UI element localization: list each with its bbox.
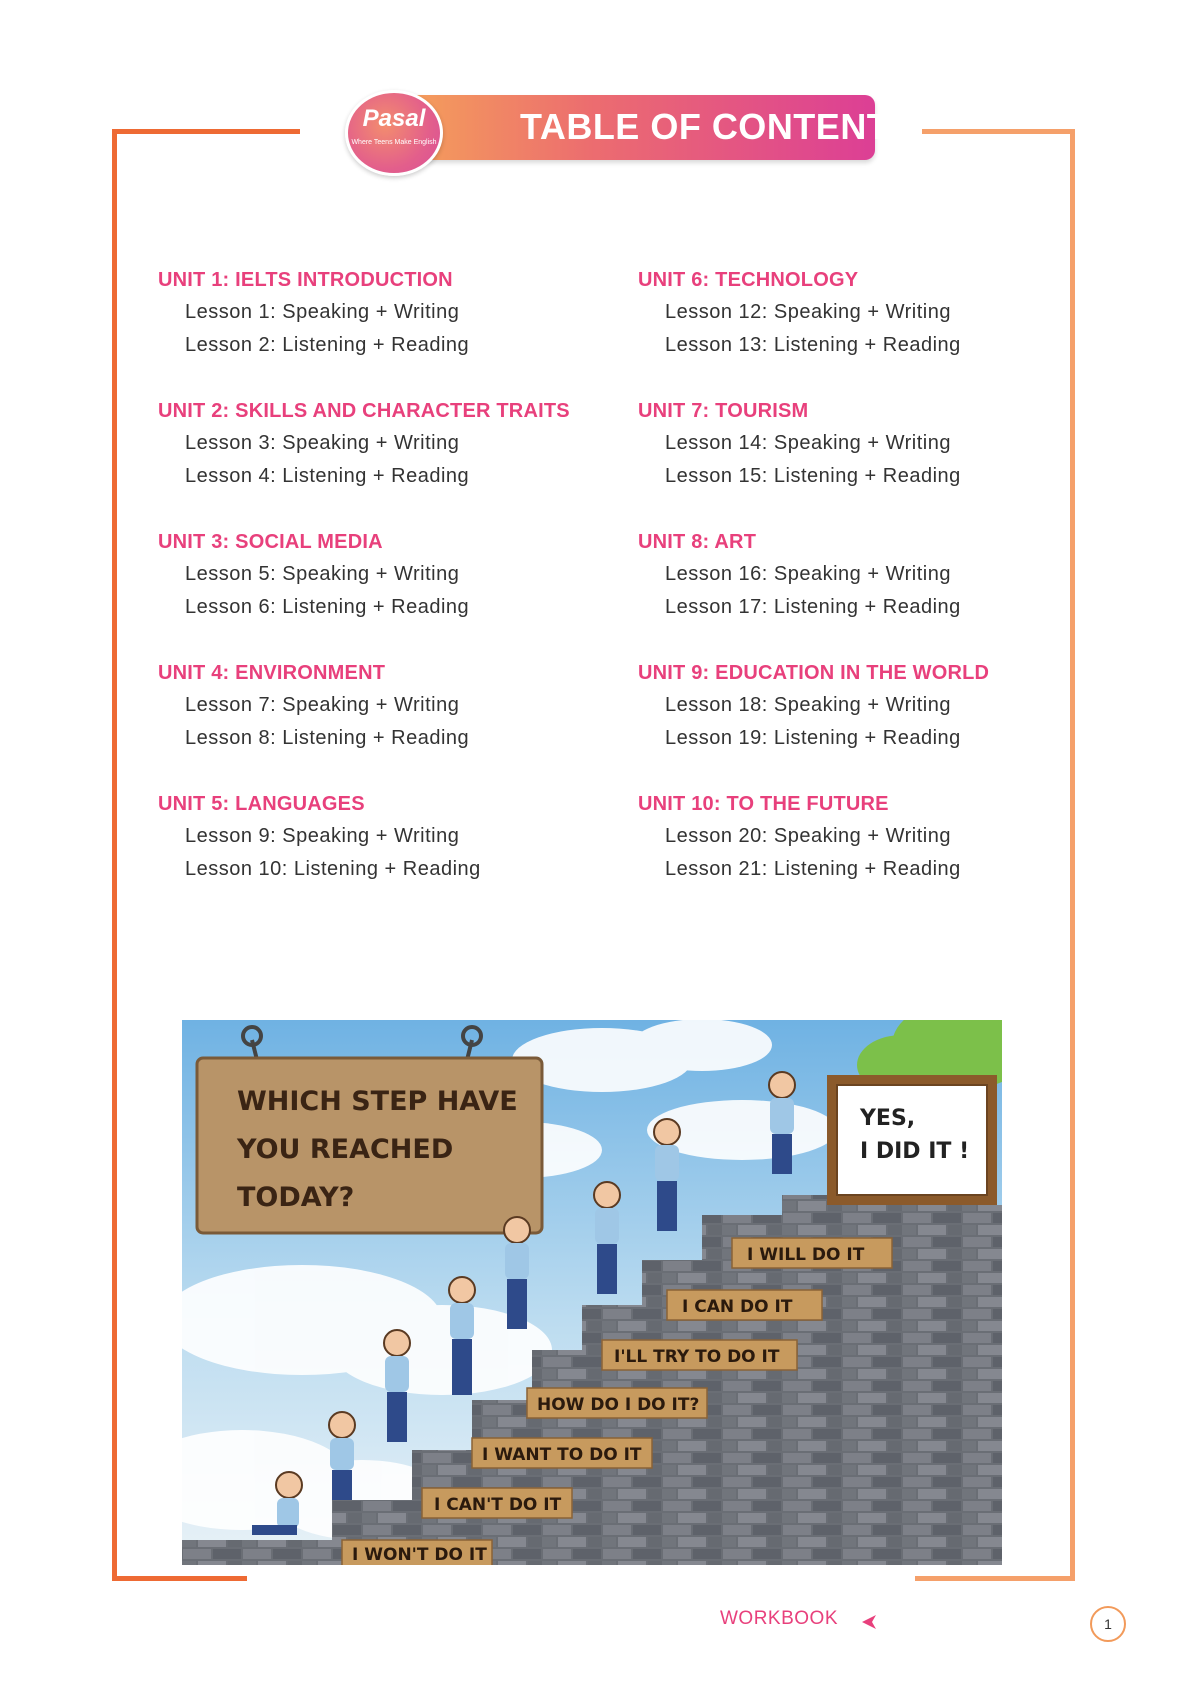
lesson-item[interactable]: Lesson 19: Listening + Reading (665, 727, 961, 749)
lesson-item[interactable]: Lesson 14: Speaking + Writing (665, 432, 951, 454)
goal-line: I DID IT ! (860, 1139, 970, 1164)
unit-title[interactable]: UNIT 6: TECHNOLOGY (638, 269, 859, 291)
kid-figure (594, 1182, 620, 1294)
header (345, 90, 914, 170)
step-plank (732, 1238, 892, 1268)
unit-entry (638, 527, 1098, 658)
frame-top-left (112, 129, 300, 134)
frame-left (112, 129, 117, 1581)
board-line: YOU REACHED (237, 1134, 454, 1165)
lesson-item[interactable]: Lesson 1: Speaking + Writing (185, 301, 460, 323)
lesson-item[interactable]: Lesson 15: Listening + Reading (665, 465, 961, 487)
board-line: WHICH STEP HAVE (237, 1086, 518, 1117)
unit-title[interactable]: UNIT 7: TOURISM (638, 400, 809, 422)
step-label: I WILL DO IT (747, 1245, 865, 1265)
lesson-item[interactable]: Lesson 21: Listening + Reading (665, 858, 961, 880)
kid-figure (504, 1217, 530, 1329)
unit-entry (158, 527, 618, 658)
unit-title[interactable]: UNIT 3: SOCIAL MEDIA (158, 531, 383, 553)
goal-line: YES, (860, 1106, 916, 1131)
lesson-item[interactable]: Lesson 4: Listening + Reading (185, 465, 470, 487)
unit-entry (638, 396, 1098, 527)
step-label: I WON'T DO IT (352, 1545, 487, 1565)
page-title: TABLE OF CONTENTS (520, 106, 914, 147)
kid-figure (384, 1330, 410, 1442)
lesson-item[interactable]: Lesson 5: Speaking + Writing (185, 563, 460, 585)
lesson-item[interactable]: Lesson 3: Speaking + Writing (185, 432, 460, 454)
step-plank (472, 1438, 652, 1468)
motivation-illustration (182, 1020, 1002, 1565)
kid-figure (769, 1072, 795, 1174)
unit-entry (638, 658, 1098, 789)
step-label: I CAN DO IT (682, 1297, 793, 1317)
lesson-item[interactable]: Lesson 2: Listening + Reading (185, 334, 470, 356)
title-banner (400, 95, 914, 160)
step-label: HOW DO I DO IT? (537, 1395, 700, 1415)
unit-entry (158, 789, 618, 920)
unit-entry (158, 658, 618, 789)
unit-title[interactable]: UNIT 2: SKILLS AND CHARACTER TRAITS (158, 400, 570, 422)
unit-title[interactable]: UNIT 9: EDUCATION IN THE WORLD (638, 662, 990, 684)
unit-title[interactable]: UNIT 1: IELTS INTRODUCTION (158, 269, 453, 291)
step-plank (667, 1290, 822, 1320)
unit-title[interactable]: UNIT 5: LANGUAGES (158, 793, 365, 815)
lesson-item[interactable]: Lesson 9: Speaking + Writing (185, 825, 460, 847)
lesson-item[interactable]: Lesson 13: Listening + Reading (665, 334, 961, 356)
lesson-item[interactable]: Lesson 10: Listening + Reading (185, 858, 481, 880)
page-number: 1 (1090, 1606, 1126, 1642)
toc-column-left (158, 265, 618, 920)
lesson-item[interactable]: Lesson 16: Speaking + Writing (665, 563, 951, 585)
logo-text: Pasal (362, 105, 426, 132)
unit-entry (158, 396, 618, 527)
unit-entry (638, 265, 1098, 396)
frame-top-right (922, 129, 1075, 134)
logo-tagline: Where Teens Make English (351, 139, 437, 146)
unit-entry (158, 265, 618, 396)
goal-sign (827, 1075, 997, 1205)
step-label: I CAN'T DO IT (434, 1495, 562, 1515)
unit-title[interactable]: UNIT 8: ART (638, 531, 757, 553)
frame-bottom-left (112, 1576, 247, 1581)
lesson-item[interactable]: Lesson 12: Speaking + Writing (665, 301, 951, 323)
lesson-item[interactable]: Lesson 6: Listening + Reading (185, 596, 470, 618)
lesson-item[interactable]: Lesson 7: Speaking + Writing (185, 694, 460, 716)
sign-board (197, 1027, 542, 1233)
unit-title[interactable]: UNIT 10: TO THE FUTURE (638, 793, 889, 815)
arrow-left-icon (862, 1612, 1090, 1632)
step-label: I WANT TO DO IT (482, 1445, 642, 1465)
toc-column-right (638, 265, 1098, 920)
step-label: I'LL TRY TO DO IT (614, 1347, 780, 1367)
lesson-item[interactable]: Lesson 17: Listening + Reading (665, 596, 961, 618)
brand-logo (345, 90, 443, 176)
frame-bottom-right (915, 1576, 1075, 1581)
unit-title[interactable]: UNIT 4: ENVIRONMENT (158, 662, 386, 684)
lesson-item[interactable]: Lesson 8: Listening + Reading (185, 727, 470, 749)
kid-figure (329, 1412, 355, 1500)
lesson-item[interactable]: Lesson 20: Speaking + Writing (665, 825, 951, 847)
kid-figure (654, 1119, 680, 1231)
kid-figure (449, 1277, 475, 1395)
step-plank (422, 1488, 572, 1518)
footer-label: WORKBOOK (720, 1608, 839, 1629)
unit-entry (638, 789, 1098, 920)
board-line: TODAY? (237, 1182, 355, 1213)
step-plank (527, 1388, 707, 1418)
step-plank (602, 1340, 797, 1370)
lesson-item[interactable]: Lesson 18: Speaking + Writing (665, 694, 951, 716)
step-plank (342, 1540, 492, 1565)
